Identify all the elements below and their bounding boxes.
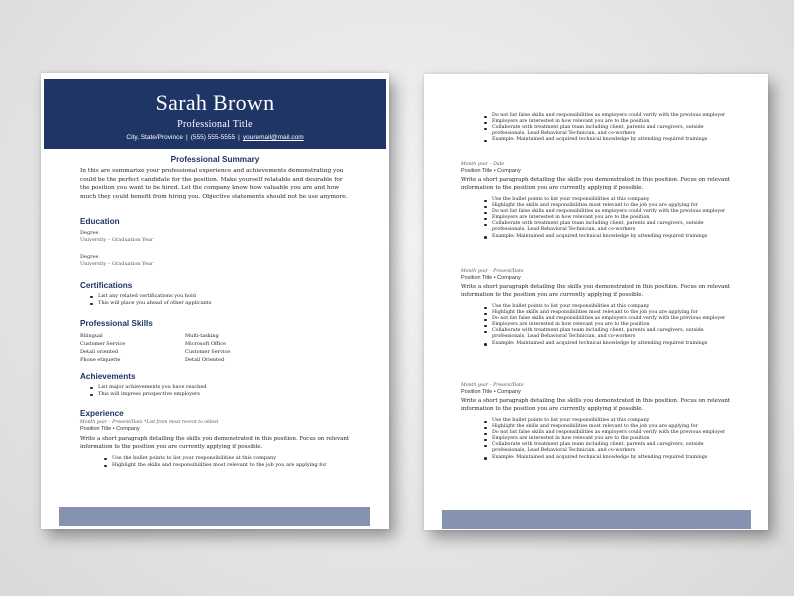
email-link[interactable]: youremail@mail.com: [242, 134, 304, 141]
list-item: Do not list false skills and responsibilities as employers could verify with the previous employer: [482, 113, 731, 119]
skills-heading: Professional Skills: [80, 319, 153, 328]
list-item: Collaborate with treatment plan team including client, parents and caregivers, outside professionals, Lead Behavioral Technician, and co-workers: [482, 221, 731, 233]
list-item: List major achievements you have reached: [88, 384, 350, 391]
list-item: Collaborate with treatment plan team including client, parents and caregivers, outside professionals, Lead Behavioral Technician, and co-workers: [482, 125, 731, 137]
list-item: Employers are interested in how relevant you are to the position: [482, 215, 731, 221]
summary-section: [80, 155, 350, 202]
education-section: [80, 217, 350, 268]
skill-item: Customer Service: [185, 349, 231, 355]
list-item: Use the bullet points to list your responsibilities at this company: [482, 418, 731, 424]
job-date: Month year – Present/Date: [461, 383, 524, 388]
job-position: Position Title • Company: [80, 426, 140, 432]
job-entry: [461, 383, 731, 461]
location-text: City, State/Province: [126, 134, 183, 141]
achievements-heading: Achievements: [80, 372, 136, 381]
list-item: Highlight the skills and responsibilities most relevant to the job you are applying for: [482, 310, 731, 316]
job-bullets: [461, 197, 731, 240]
skills-grid: [80, 332, 350, 364]
list-item: Use the bullet points to list your responsibilities at this company: [482, 304, 731, 310]
candidate-name: Sarah Brown: [155, 90, 275, 115]
contact-line: [44, 134, 386, 141]
education-item: [80, 254, 350, 268]
list-item: Highlight the skills and responsibilities most relevant to the job you are applying for: [482, 424, 731, 430]
skill-item: Phone etiquette: [80, 357, 121, 363]
list-item: Example: Maintained and acquired technical knowledge by attending required trainings: [482, 341, 731, 347]
list-item: Example: Maintained and acquired technical knowledge by attending required trainings: [482, 234, 731, 240]
degree-text: Degree: [80, 254, 99, 260]
achievements-section: [80, 372, 350, 398]
list-item: Highlight the skills and responsibilities most relevant to the job you are applying for: [102, 462, 350, 469]
job-entry: [461, 269, 731, 347]
experience-heading: Experience: [80, 409, 124, 418]
job-bullets: [461, 113, 731, 143]
skill-item: Bilingual: [80, 333, 103, 339]
job-position: Position Title • Company: [461, 168, 521, 174]
list-item: Example: Maintained and acquired technical knowledge by attending required trainings: [482, 455, 731, 461]
summary-text: In this are summarize your professional experience and achievements demonstrating you could be the perfect candidate for the position. Make yourself relatable and desirable for the position you want to be hired. Let the company know how valuable you are and how much they could benefit from hiring you. Objective statements should not be use anymore.: [80, 168, 348, 201]
skills-section: [80, 319, 350, 364]
certifications-heading: Certifications: [80, 281, 133, 290]
list-item: Highlight the skills and responsibilities most relevant to the job you are applying for: [482, 203, 731, 209]
job-position: Position Title • Company: [461, 389, 521, 395]
continued-bullets: [461, 113, 731, 143]
list-item: Use the bullet points to list your responsibilities at this company: [482, 197, 731, 203]
resume-page-2: [424, 74, 768, 530]
job-position: Position Title • Company: [461, 275, 521, 281]
job-bullets: [80, 455, 350, 469]
skill-item: Multi-tasking: [185, 333, 219, 339]
job-date: Month year – Present/Date: [461, 269, 524, 274]
list-item: Collaborate with treatment plan team including client, parents and caregivers, outside professionals, Lead Behavioral Technician, and co-workers: [482, 328, 731, 340]
list-item: This will impress prospective employers: [88, 391, 350, 398]
list-item: Employers are interested in how relevant you are to the position: [482, 436, 731, 442]
list-item: Do not list false skills and responsibilities as employers could verify with the previous employer: [482, 430, 731, 436]
university-text: University – Graduation Year: [80, 237, 154, 243]
list-item: Employers are interested in how relevant you are to the position: [482, 119, 731, 125]
job-paragraph: Write a short paragraph detailing the skills you demonstrated in this position. Focus on relevant information to the position you are currently applying if possible.: [461, 284, 731, 298]
job-bullets: [461, 418, 731, 461]
header-band: [44, 79, 386, 149]
achievements-list: [80, 384, 350, 398]
university-text: University – Graduation Year: [80, 261, 154, 267]
list-item: List any related certifications you hold: [88, 293, 350, 300]
job-paragraph: Write a short paragraph detailing the skills you demonstrated in this position. Focus on relevant information to the position you are currently applying if possible.: [80, 436, 350, 450]
skill-item: Detail oriented: [80, 349, 119, 355]
summary-heading: Professional Summary: [170, 155, 260, 164]
list-item: Employers are interested in how relevant you are to the position: [482, 322, 731, 328]
degree-text: Degree: [80, 230, 99, 236]
skill-item: Customer Service: [80, 341, 126, 347]
job-paragraph: Write a short paragraph detailing the skills you demonstrated in this position. Focus on relevant information to the position you are currently applying if possible.: [461, 398, 731, 412]
list-item: Example: Maintained and acquired technical knowledge by attending required trainings: [482, 137, 731, 143]
certifications-section: [80, 281, 350, 307]
job-bullets: [461, 304, 731, 347]
phone-text: (555) 555-5555: [190, 134, 236, 141]
job-paragraph: Write a short paragraph detailing the skills you demonstrated in this position. Focus on relevant information to the position you are currently applying if possible.: [461, 177, 731, 191]
job-date: Month year – Present/Date *List from most recent to oldest: [80, 420, 219, 425]
list-item: Do not list false skills and responsibilities as employers could verify with the previous employer: [482, 316, 731, 322]
education-heading: Education: [80, 217, 120, 226]
experience-section: [80, 409, 350, 469]
skill-item: Microsoft Office: [185, 341, 226, 347]
certifications-list: [80, 293, 350, 307]
list-item: Collaborate with treatment plan team including client, parents and caregivers, outside professionals, Lead Behavioral Technician, and co-workers: [482, 442, 731, 454]
list-item: Do not list false skills and responsibilities as employers could verify with the previous employer: [482, 209, 731, 215]
list-item: This will place you ahead of other applicants: [88, 300, 350, 307]
skill-item: Detail Oriented: [185, 357, 225, 363]
separator: |: [238, 134, 240, 141]
job-entry: [461, 162, 731, 240]
education-item: [80, 230, 350, 244]
footer-band: [59, 507, 370, 526]
professional-title: Professional Title: [177, 119, 253, 130]
job-date: Month year – Date: [461, 162, 505, 167]
separator: |: [185, 134, 188, 141]
list-item: Use the bullet points to list your responsibilities at this company: [102, 455, 350, 462]
footer-band: [442, 510, 751, 529]
resume-page-1: [41, 73, 389, 529]
